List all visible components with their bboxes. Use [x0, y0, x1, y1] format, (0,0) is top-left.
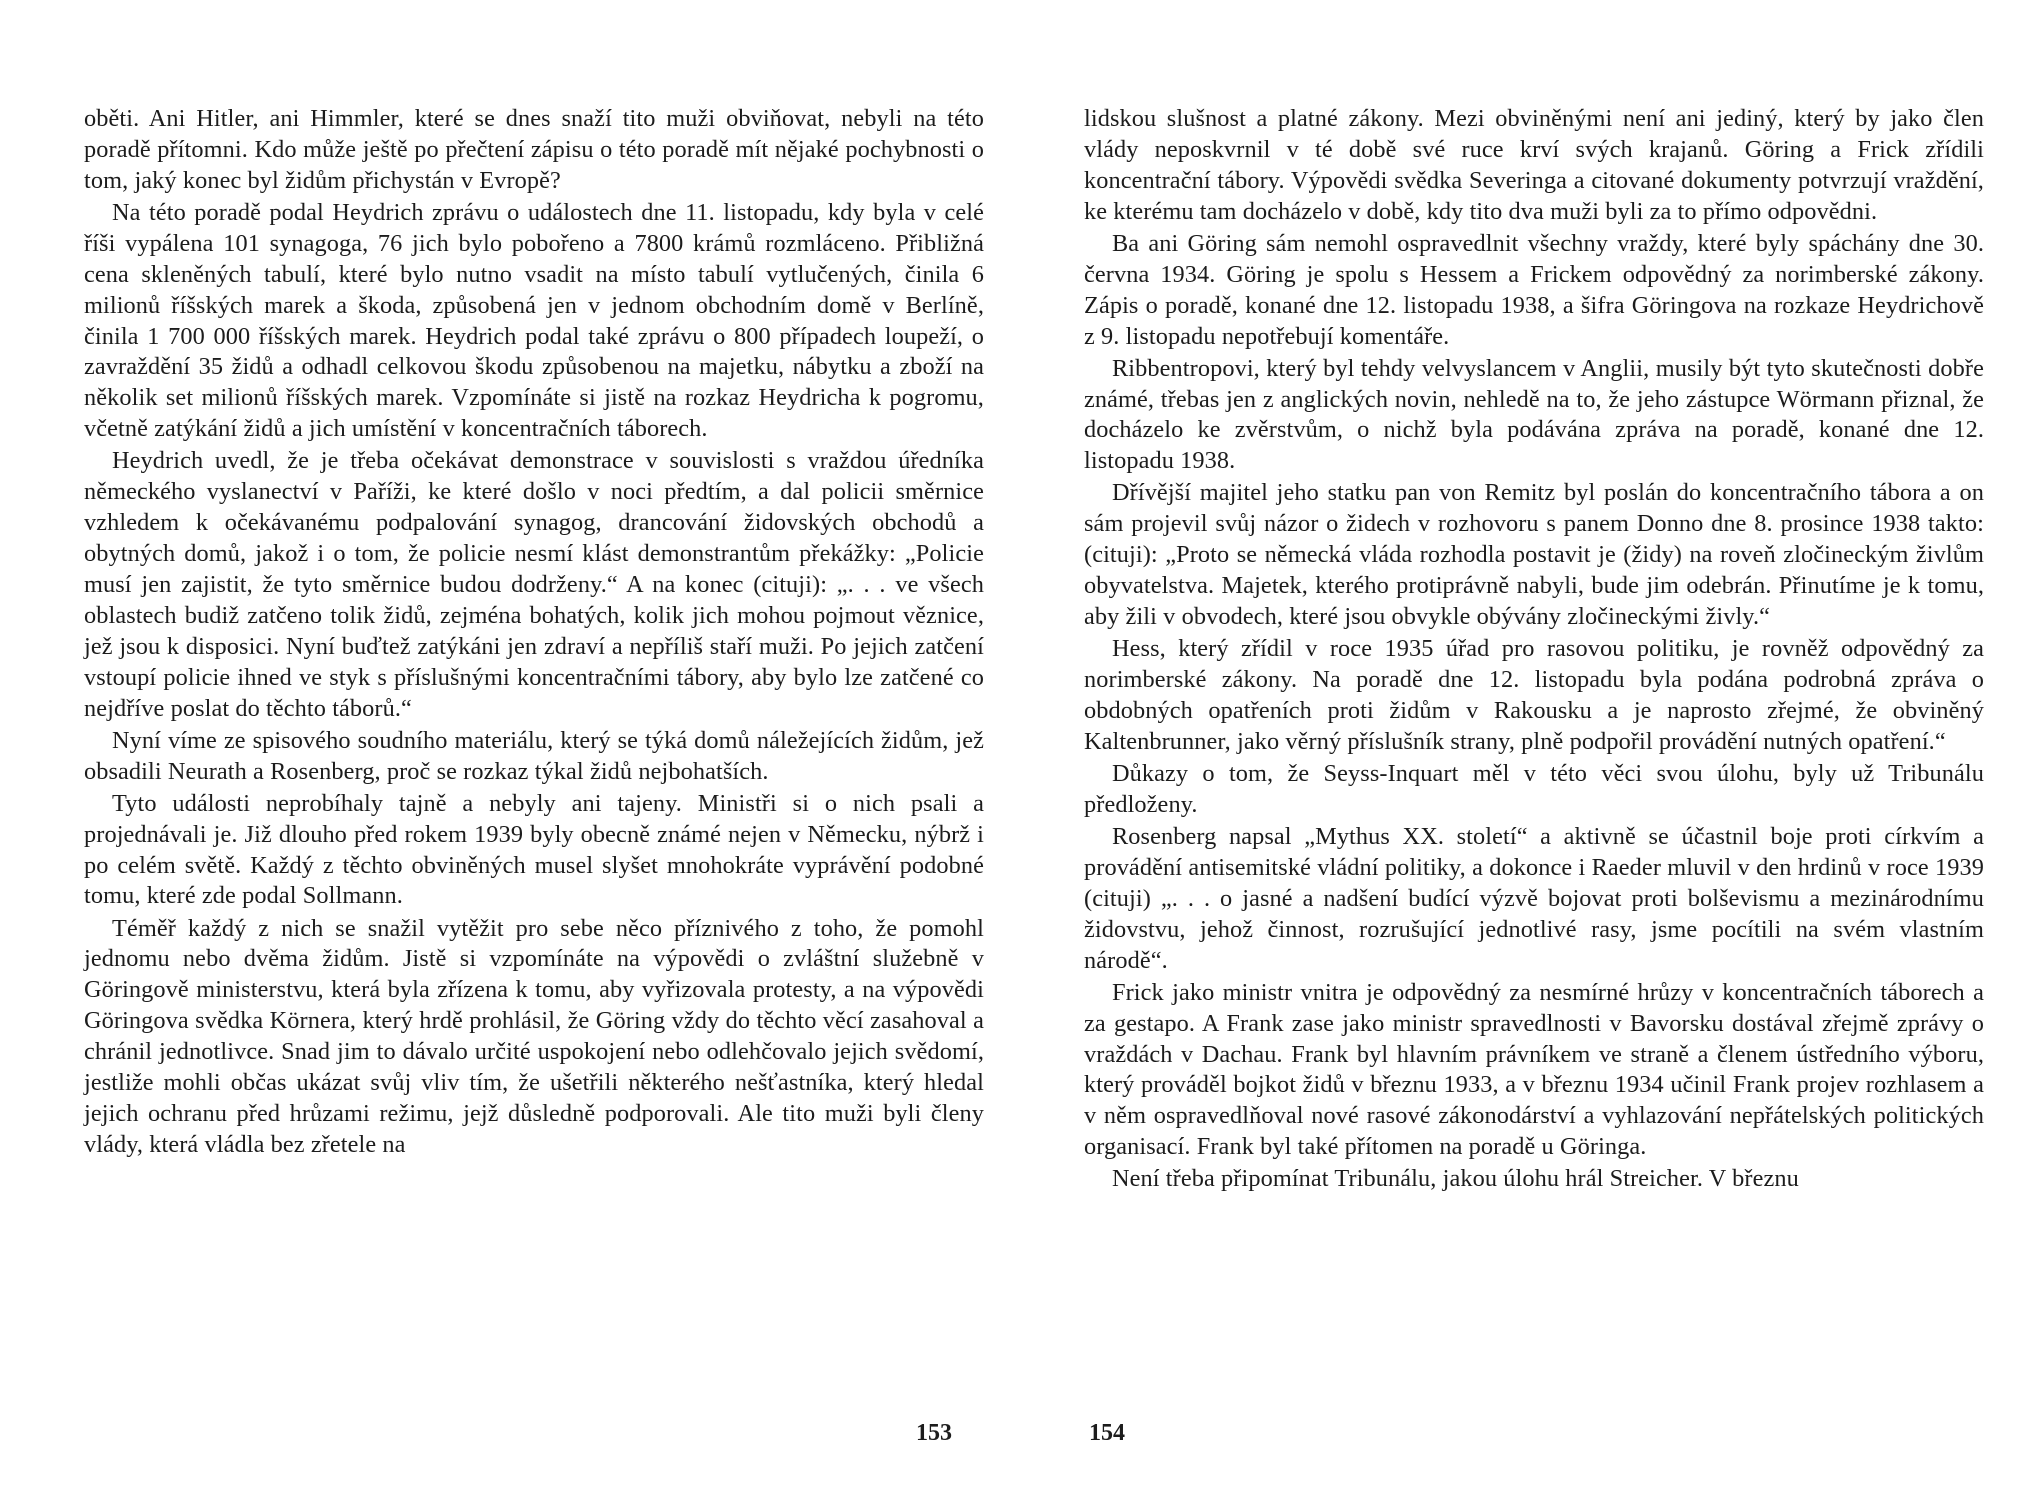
paragraph: Heydrich uvedl, že je třeba očekávat demonstrace v souvislosti s vraždou úředníka německého vyslanectví v Paříži, ke které došlo v noci předtím, a dal policii směrnice vzhledem k očekávanému podpalování synagog, drancování židovských obchodů a obytných domů, jakož i o tom, že policie nesmí klást demonstrantům překážky: „Policie musí jen zajistit, že tyto směrnice budou dodrženy.“ A na konec (cituji): „. . . ve všech oblastech budiž zatčeno tolik židů, zejména bohatých, kolik jich mohou pojmout věznice, jež jsou k disposici. Nyní buďtež zatýkáni jen zdraví a nepříliš staří muži. Po jejich zatčení vstoupí policie ihned ve styk s příslušnými koncentračními tábory, aby bylo lze zatčené co nejdříve poslat do těchto táborů.“	[84, 447, 984, 722]
paragraph: Téměř každý z nich se snažil vytěžit pro sebe něco příznivého z toho, že pomohl jednomu nebo dvěma židům. Jistě si vzpomínáte na výpovědi o zvláštní služebně v Göringově ministerstvu, která byla zřízena k tomu, aby vyřizovala protesty, a na výpovědi Göringova svědka Körnera, který hrdě prohlásil, že Göring vždy do těchto věcí zasahoval a chránil jednotlivce. Snad jim to dávalo určité uspokojení nebo odlehčovalo jejich svědomí, jestliže mohli občas ukázat svůj vliv tím, že ušetřili některého nešťastníka, který hledal jejich ochranu před hrůzami režimu, jejž důsledně podporovali. Ale tito muži byli členy vlády, která vládla bez zřetele na	[84, 914, 984, 1158]
paragraph: Důkazy o tom, že Seyss-Inquart měl v této věci svou úlohu, byly už Tribunálu předloženy.	[1084, 759, 1984, 818]
paragraph: oběti. Ani Hitler, ani Himmler, které se dnes snaží tito muži obviňovat, nebyli na této poradě přítomni. Kdo může ještě po přečtení zápisu o této poradě mít nějaké pochybnosti o tom, jaký konec byl židům přichystán v Evropě?	[84, 105, 984, 194]
paragraph: Ba ani Göring sám nemohl ospravedlnit všechny vraždy, které byly spáchány dne 30. června 1934. Göring je spolu s Hessem a Frickem odpovědný za norimberské zákony. Zápis o poradě, konané dne 12. listopadu 1938, a šifra Göringova na rozkaze Heydrichově z 9. listopadu nepotřebují komentáře.	[1084, 229, 1984, 350]
paragraph: Rosenberg napsal „Mythus XX. století“ a aktivně se účastnil boje proti církvím a provádění antisemitské vládní politiky, a dokonce i Raeder mluvil v den hrdinů v roce 1939 (cituji) „. . . o jasné a nadšení budící výzvě bojovat proti bolševismu a mezinárodnímu židovstvu, jehož činnost, rozrušující jednotlivé rasy, jsme pocítili na svém vlastním národě“.	[1084, 822, 1984, 974]
paragraph: Frick jako ministr vnitra je odpovědný za nesmírné hrůzy v koncentračních táborech a za gestapo. A Frank zase jako ministr spravedlnosti v Bavorsku dostával zřejmě zprávy o vraždách v Dachau. Frank byl hlavním právníkem ve straně a členem ústředního výboru, který prováděl bojkot židů v březnu 1933, a v březnu 1934 učinil Frank projev rozhlasem a v něm ospravedlňoval nové rasové zákonodárství a vyhlazování nepřátelských politických organisací. Frank byl také přítomen na poradě u Göringa.	[1084, 978, 1984, 1161]
page-number-left: 153	[916, 1420, 952, 1446]
paragraph: Není třeba připomínat Tribunálu, jakou úlohu hrál Streicher. V březnu	[1112, 1165, 1799, 1193]
paragraph: Dřívější majitel jeho statku pan von Remitz byl poslán do koncentračního tábora a on sám projevil svůj názor o židech v rozhovoru s panem Donno dne 8. prosince 1938 takto: (cituji): „Proto se německá vláda rozhodla postavit je (židy) na roveň zločineckým živlům obyvatelstva. Majetek, kterého protiprávně nabyli, bude jim odebrán. Přinutíme je k tomu, aby žili v obvodech, které jsou obvykle obývány zločineckými živly.“	[1084, 479, 1984, 631]
right-page	[1084, 104, 1984, 1196]
paragraph: lidskou slušnost a platné zákony. Mezi obviněnými není ani jediný, který by jako člen vlády neposkvrnil v té době své ruce krví svých krajanů. Göring a Frick zřídili koncentrační tábory. Výpovědi svědka Severinga a citované dokumenty potvrzují vraždění, ke kterému tam docházelo v době, kdy tito dva muži byli za to přímo odpovědni.	[1084, 105, 1984, 225]
left-page	[84, 104, 984, 1162]
left-page-text	[84, 104, 984, 1161]
right-page-text	[1084, 104, 1984, 1195]
paragraph: Na této poradě podal Heydrich zprávu o událostech dne 11. listopadu, kdy byla v celé říši vypálena 101 synagoga, 76 jich bylo pobořeno a 7800 krámů rozmláceno. Přibližná cena skleněných tabulí, které bylo nutno vsadit na místo tabulí vytlučených, činila 6 milionů říšských marek a škoda, způsobená jen v jednom obchodním domě v Berlíně, činila 1 700 000 říšských marek. Heydrich podal také zprávu o 800 případech loupeží, o zavraždění 35 židů a odhadl celkovou škodu způsobenou na majetku, nábytku a zboží na několik set milionů říšských marek. Vzpomínáte si jistě na rozkaz Heydricha k pogromu, včetně zatýkání židů a jich umístění v koncentračních táborech.	[84, 198, 984, 443]
paragraph: Nyní víme ze spisového soudního materiálu, který se týká domů náležejících židům, jež obsadili Neurath a Rosenberg, proč se rozkaz týkal židů nejbohatších.	[84, 726, 984, 785]
paragraph: Hess, který zřídil v roce 1935 úřad pro rasovou politiku, je rovněž odpovědný za norimberské zákony. Na poradě dne 12. listopadu byla podána podrobná zpráva o obdobných opatřeních proti židům v Rakousku a je naprosto zřejmé, že obviněný Kaltenbrunner, jako věrný příslušník strany, plně podpořil provádění nutných opatření.“	[1084, 635, 1984, 755]
page-number-right: 154	[1089, 1420, 1125, 1446]
paragraph: Ribbentropovi, který byl tehdy velvyslancem v Anglii, musily být tyto skutečnosti dobře známé, třebas jen z anglických novin, nehledě na to, že jeho zástupce Wörmann přiznal, že docházelo ke zvěrstvům, o nichž byla podávána zpráva na poradě, konané dne 12. listopadu 1938.	[1084, 354, 1984, 475]
paragraph: Tyto události neprobíhaly tajně a nebyly ani tajeny. Ministři si o nich psali a projednávali je. Již dlouho před rokem 1939 byly obecně známé nejen v Německu, nýbrž i po celém světě. Každý z těchto obviněných musel slyšet mnohokráte vyprávění podobné tomu, které zde podal Sollmann.	[84, 789, 984, 910]
